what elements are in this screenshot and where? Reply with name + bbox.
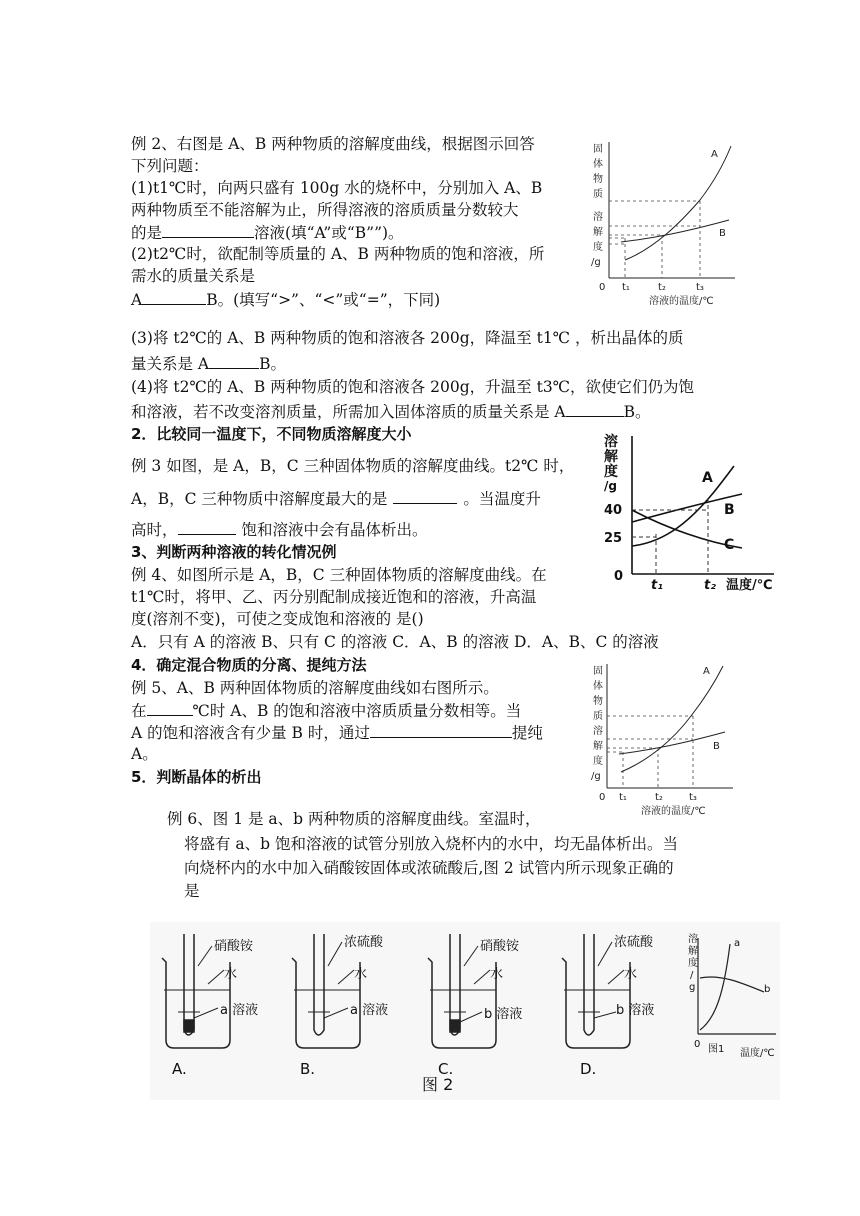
ex2-q2-post: B。(填写“>”、“<”或“=”，下同) bbox=[206, 291, 441, 309]
graph1-curve-a bbox=[625, 146, 731, 260]
ex3-line-2 bbox=[131, 487, 541, 510]
ex3-l2-pre: A，B，C 三种物质中溶解度最大的是 bbox=[131, 490, 388, 508]
ex5-line-3 bbox=[131, 721, 543, 744]
beaker-c-reagent: 硝酸铵 bbox=[480, 939, 520, 954]
answer-blank[interactable] bbox=[209, 352, 259, 369]
graph2-curve-b-label: B bbox=[724, 502, 735, 518]
beaker-b-solution: a 溶液 bbox=[350, 1003, 389, 1018]
figure-2 bbox=[150, 922, 780, 1100]
graph3-tick-t3: t₃ bbox=[689, 792, 697, 803]
graph3-ylabel-6: 度 bbox=[593, 756, 603, 767]
graph1-tick-t1: t₁ bbox=[622, 282, 630, 293]
ex2-q2-line-1: (2)t2℃时，欲配制等质量的 A、B 两种物质的饱和溶液，所 bbox=[131, 245, 545, 263]
ex5-l3-post: 提纯 bbox=[511, 724, 543, 742]
graph3-tick-t1: t₁ bbox=[619, 792, 627, 803]
graph3-curve-a-label: A bbox=[703, 666, 710, 677]
ex3-l3-pre: 高时， bbox=[131, 521, 178, 539]
graph2-guides bbox=[632, 498, 708, 574]
fig1-curve-a-label: a bbox=[734, 938, 741, 949]
ex3-line-1: 例 3 如图，是 A，B，C 三种固体物质的溶解度曲线。t2℃ 时， bbox=[131, 457, 575, 475]
graph1-tick-t3: t₃ bbox=[696, 282, 704, 293]
ex4-line-3: 度(溶剂不变)，可使之变成饱和溶液的 是() bbox=[131, 610, 424, 628]
section-5-heading: 5．判断晶体的析出 bbox=[131, 768, 262, 786]
graph3-tick-t2: t₂ bbox=[655, 792, 663, 803]
graph2-origin: 0 bbox=[614, 569, 624, 584]
beaker-b-reagent: 浓硫酸 bbox=[344, 935, 384, 950]
ex5-l3-pre: A 的饱和溶液含有少量 B 时，通过 bbox=[131, 724, 370, 742]
ex2-q3-line-2 bbox=[131, 352, 286, 375]
graph1-origin: 0 bbox=[599, 282, 606, 293]
ex5-line-4: A。 bbox=[131, 745, 158, 763]
ex2-q3-pre: 量关系是 A bbox=[131, 355, 210, 373]
ex2-q1-line-2: 两种物质至不能溶解为止，所得溶液的溶质质量分数较大 bbox=[131, 201, 519, 219]
solubility-graph-2 bbox=[596, 430, 786, 600]
beaker-b-letter: B. bbox=[300, 1060, 316, 1078]
graph3-ylabel-0: 固 bbox=[593, 666, 603, 677]
graph2-xlabel: 温度/℃ bbox=[726, 578, 773, 593]
beaker-a-solution: a 溶液 bbox=[220, 1003, 259, 1018]
answer-blank[interactable] bbox=[566, 400, 624, 417]
ex4-line-2: t1℃时，将甲、乙、丙分别配制成接近饱和的溶液，升高温 bbox=[131, 588, 537, 606]
graph2-curve-a bbox=[632, 466, 734, 546]
graph2-ytick-40: 40 bbox=[604, 503, 623, 518]
ex2-q3-post: B。 bbox=[259, 355, 287, 373]
ex5-l2-post: ℃时 A、B 的饱和溶液中溶质质量分数相等。当 bbox=[192, 702, 522, 720]
ex2-q4-line-1: (4)将 t2℃的 A、B 两种物质的饱和溶液各 200g，升温至 t3℃，欲使它们仍为饱 bbox=[131, 378, 695, 396]
beaker-d-water: 水 bbox=[624, 967, 638, 982]
ex5-l2-pre: 在 bbox=[131, 702, 147, 720]
graph1-curve-a-label: A bbox=[711, 149, 718, 160]
graph1-curve-b bbox=[621, 220, 729, 242]
answer-blank[interactable] bbox=[393, 487, 457, 504]
fig1-ylabel-2: 度 bbox=[688, 958, 698, 969]
beaker-c-water: 水 bbox=[490, 967, 504, 982]
graph3-ylabel-1: 体 bbox=[593, 681, 603, 692]
ex2-q1-line-1: (1)t1℃时，向两只盛有 100g 水的烧杯中，分别加入 A、B bbox=[131, 179, 543, 197]
ex2-q1-line-3 bbox=[131, 221, 404, 244]
graph2-curve-a-label: A bbox=[702, 470, 713, 486]
fig1-xlabel: 温度/℃ bbox=[740, 1048, 775, 1059]
answer-blank[interactable] bbox=[142, 288, 206, 305]
beaker-d-solution: b 溶液 bbox=[616, 1003, 655, 1018]
graph2-ylabel-1: 解 bbox=[604, 449, 618, 465]
beaker-a-letter: A. bbox=[172, 1060, 187, 1078]
section-3-heading: 3、判断两种溶液的转化情况例 bbox=[131, 543, 337, 561]
fig1-caption: 图1 bbox=[708, 1044, 725, 1055]
graph1-ylabel-7: /g bbox=[591, 257, 601, 268]
graph3-ylabel-7: /g bbox=[591, 771, 601, 782]
graph1-ylabel-5: 解 bbox=[593, 227, 603, 238]
ex6-line-2: 将盛有 a、b 饱和溶液的试管分别放入烧杯内的水中，均无晶体析出。当 bbox=[184, 835, 679, 853]
answer-blank[interactable] bbox=[370, 721, 512, 738]
graph3-ylabel-5: 解 bbox=[593, 741, 603, 752]
figure-2-caption: 图 2 bbox=[422, 1075, 454, 1094]
answer-blank[interactable] bbox=[162, 221, 254, 238]
ex2-q2-line-3 bbox=[131, 288, 440, 311]
ex3-l3-post: 饱和溶液中会有晶体析出。 bbox=[241, 521, 428, 539]
ex2-q4-line-2 bbox=[131, 400, 651, 423]
graph3-guides bbox=[607, 716, 693, 788]
graph3-curve-a bbox=[621, 666, 723, 772]
ex3-l2-post: 。当温度升 bbox=[463, 490, 541, 508]
graph1-curve-b-label: B bbox=[719, 228, 726, 239]
graph1-ylabel-1: 体 bbox=[593, 159, 603, 170]
fig1-origin: 0 bbox=[694, 1039, 701, 1050]
ex4-line-1: 例 4、如图所示是 A，B，C 三种固体物质的溶解度曲线。在 bbox=[131, 566, 547, 584]
ex3-line-3 bbox=[131, 518, 428, 541]
ex6-line-3: 向烧杯内的水中加入硝酸铵固体或浓硫酸后,图 2 试管内所示现象正确的 bbox=[184, 859, 674, 877]
ex6-line-1: 例 6、图 1 是 a、b 两种物质的溶解度曲线。室温时， bbox=[167, 810, 541, 828]
graph2-ylabel-3: /g bbox=[604, 479, 617, 493]
graph3-ylabel-3: 质 bbox=[593, 711, 603, 722]
graph1-tick-t2: t₂ bbox=[658, 282, 666, 293]
ex2-q4-post: B。 bbox=[623, 403, 651, 421]
graph1-guides bbox=[609, 201, 700, 278]
graph3-ylabel-2: 物 bbox=[593, 696, 603, 707]
graph3-origin: 0 bbox=[599, 792, 606, 803]
ex5-line-1: 例 5、A、B 两种固体物质的溶解度曲线如右图所示。 bbox=[131, 679, 499, 697]
beaker-d-reagent: 浓硫酸 bbox=[614, 935, 654, 950]
ex6-line-4: 是 bbox=[184, 882, 200, 900]
solubility-graph-3 bbox=[585, 660, 745, 820]
graph1-xlabel: 溶液的温度/℃ bbox=[649, 296, 714, 307]
beaker-a-reagent: 硝酸铵 bbox=[214, 939, 254, 954]
section-4-heading: 4．确定混合物质的分离、提纯方法 bbox=[131, 656, 367, 674]
ex2-line-2: 下列问题： bbox=[131, 157, 209, 175]
graph2-xtick-t2: t₂ bbox=[704, 578, 716, 593]
ex2-q2-line-2: 需水的质量关系是 bbox=[131, 267, 256, 285]
ex2-q1-pre: 的是 bbox=[131, 224, 163, 242]
fig1-ylabel-1: 解 bbox=[688, 946, 698, 957]
beaker-b-water: 水 bbox=[354, 967, 368, 982]
beaker-d-letter: D. bbox=[580, 1060, 597, 1078]
graph2-ytick-25: 25 bbox=[604, 531, 623, 546]
graph1-ylabel-6: 度 bbox=[593, 242, 603, 253]
fig1-ylabel-0: 溶 bbox=[688, 934, 698, 945]
ex4-options: A．只有 A 的溶液 B、只有 C 的溶液 C．A、B 的溶液 D．A、B、C 的溶液 bbox=[131, 633, 659, 651]
beaker-a-water: 水 bbox=[224, 967, 238, 982]
graph1-ylabel-3: 质 bbox=[593, 189, 603, 200]
ex5-line-2 bbox=[131, 699, 521, 722]
graph3-curve-b-label: B bbox=[713, 741, 720, 752]
fig1-ylabel-3: / bbox=[690, 970, 694, 981]
graph3-xlabel: 溶液的温度/℃ bbox=[641, 806, 706, 817]
ex2-q3-line-1: (3)将 t2℃的 A、B 两种物质的饱和溶液各 200g，降温至 t1℃ ，析出晶体的质 bbox=[131, 329, 684, 347]
fig1-ylabel-4: g bbox=[689, 982, 696, 993]
section-2-heading: 2．比较同一温度下，不同物质溶解度大小 bbox=[131, 425, 412, 443]
ex2-q4-pre: 和溶液，若不改变溶剂质量，所需加入固体溶质的质量关系是 A bbox=[131, 403, 566, 421]
solubility-graph-1 bbox=[585, 138, 745, 313]
beaker-c-crystals bbox=[450, 1020, 460, 1032]
graph2-ylabel-2: 度 bbox=[604, 464, 618, 480]
graph2-ylabel-0: 溶 bbox=[604, 434, 618, 450]
ex2-q2-pre: A bbox=[131, 291, 143, 309]
beaker-c-letter: C. bbox=[438, 1060, 454, 1078]
graph3-curve-b bbox=[619, 732, 725, 754]
beaker-a-crystals bbox=[184, 1020, 194, 1032]
graph3-ylabel-4: 溶 bbox=[593, 726, 603, 737]
answer-blank[interactable] bbox=[147, 699, 193, 716]
ex2-q1-post: 溶液(填“A”或“B””)。 bbox=[254, 224, 404, 242]
beaker-c-solution: b 溶液 bbox=[484, 1007, 523, 1022]
graph2-curve-c-label: C bbox=[724, 537, 735, 553]
fig1-curve-b-label: b bbox=[764, 984, 771, 995]
graph2-xtick-t1: t₁ bbox=[651, 578, 663, 593]
graph1-ylabel-4: 溶 bbox=[593, 212, 603, 223]
graph1-ylabel-2: 物 bbox=[593, 174, 603, 185]
answer-blank[interactable] bbox=[178, 518, 236, 535]
ex2-line-1: 例 2、右图是 A、B 两种物质的溶解度曲线，根据图示回答 bbox=[131, 135, 535, 153]
graph1-ylabel-0: 固 bbox=[593, 144, 603, 155]
